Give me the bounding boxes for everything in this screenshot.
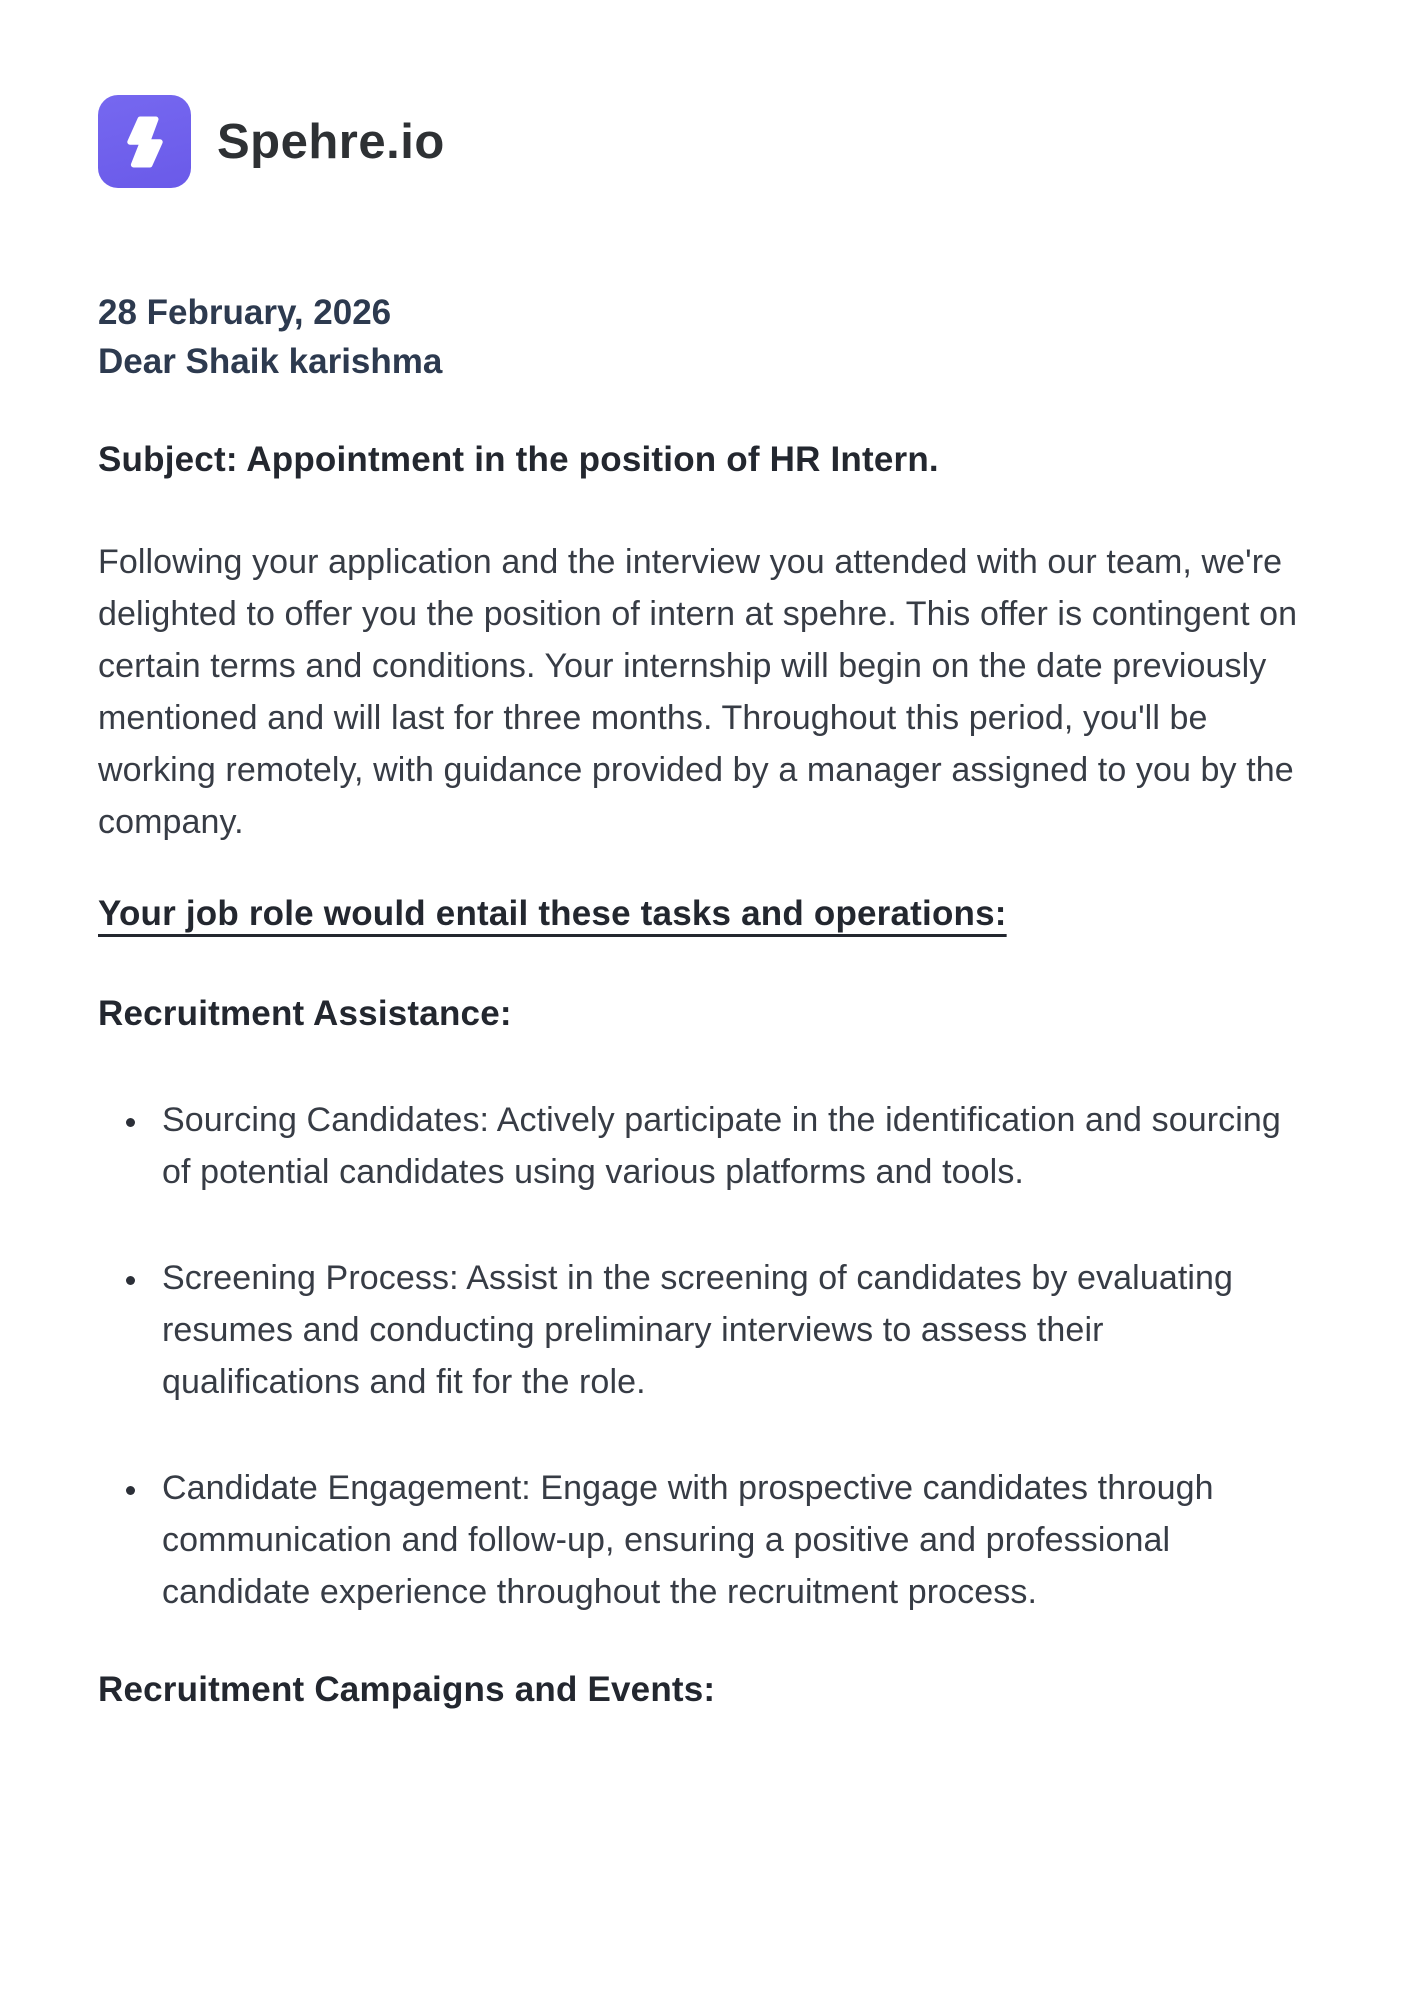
list-item-candidate-engagement: • Candidate Engagement: Engage with prospective candidates through communication and follow-up, ensuring a positive and professional candidate experience throughout the recruitment process. — [150, 1462, 1310, 1618]
recruitment-assistance-list — [98, 1094, 1314, 1618]
list-item-sourcing-candidates: • Sourcing Candidates: Actively participate in the identification and sourcing of potential candidates using various platforms and tools. — [150, 1094, 1310, 1198]
letter-intro-paragraph: Following your application and the interview you attended with our team, we're delighted to offer you the position of intern at spehre. This offer is contingent on certain terms and conditions. Your internship will begin on the date previously mentioned and will last for three months. Throughout this period, you'll be working remotely, with guidance provided by a manager assigned to you by the company. — [98, 543, 1298, 841]
spehre-logo-icon — [98, 95, 191, 188]
section-title-recruitment-campaigns: Recruitment Campaigns and Events: — [98, 1670, 716, 1709]
list-item-screening-process: • Screening Process: Assist in the screening of candidates by evaluating resumes and conducting preliminary interviews to assess their qualifications and fit for the role. — [150, 1252, 1310, 1408]
brand-name: Spehre.io — [217, 114, 445, 169]
letter-date-block — [98, 288, 1314, 386]
brand-header — [98, 95, 1314, 188]
tasks-heading: Your job role would entail these tasks and operations: — [98, 894, 1007, 933]
letter-subject: Subject: Appointment in the position of HR Intern. — [98, 440, 939, 479]
letter-date: 28 February, 2026 — [98, 293, 392, 332]
letter-greeting: Dear Shaik karishma — [98, 342, 443, 381]
section-title-recruitment-assistance: Recruitment Assistance: — [98, 994, 512, 1033]
